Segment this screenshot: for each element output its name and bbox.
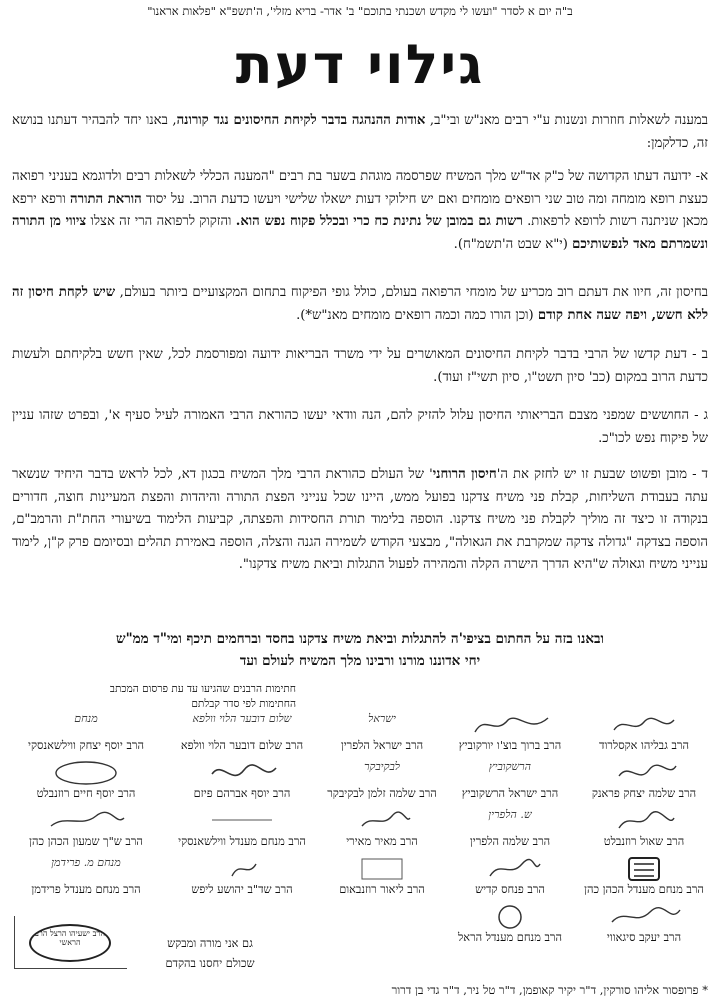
signature-cell <box>322 854 442 902</box>
section-a-bold-3: ציווי מן התורה ונשמרתם מאד לנפשותיכם <box>12 214 708 252</box>
rabbi-stamp <box>578 856 710 882</box>
signer-name: הרב ש"ך שמעון הכהן כהן <box>29 835 143 848</box>
handwritten-signature <box>162 856 322 882</box>
signature-cell <box>442 806 578 854</box>
section-a-text-3: והזקוק לרפואה הרי זה אצלו <box>86 214 236 230</box>
handwritten-signature: הרשקוביץ <box>488 760 532 773</box>
handwritten-signature <box>578 904 710 930</box>
handwritten-signature <box>162 808 322 834</box>
section-a-text-1: א- ידועה דעתו הקדושה של כ"ק אד"ש מלך המשיח שפרסמה מוגהת בשער בת רבים "המענה הכללי לשאלות רבים ולדוגמא בעניני רפואה כעצת רופא מומחה ומה טוב שני רופאים מומחים ואם יש חילוקי דעות ישאלו שלישי ויעשו כדעת הרוב. על יסוד <box>12 169 708 207</box>
bottom-signature-box <box>14 916 127 969</box>
handwritten-signature <box>162 760 322 786</box>
signature-cell <box>10 854 162 902</box>
handwritten-signature <box>578 760 710 786</box>
section-a-bold-2: רשות גם במובן של נתינת כח כרי ובכלל פקוח נפש הוא. <box>235 214 523 230</box>
signer-name: הרב שאול רוזנבלט <box>603 835 685 848</box>
signature-cell <box>10 806 162 854</box>
closing-line-2: יחי אדוננו מורנו ורבינו מלך המשיח לעולם ועד <box>239 653 481 669</box>
section-a-paragraph <box>12 166 708 256</box>
handwritten-signature <box>10 760 162 786</box>
signer-name: הרב ברוך בוצ'ו יורקוביץ <box>458 739 562 752</box>
document-title: גילוי דעת <box>235 33 485 96</box>
signer-name: הרב יוסף חיים רוזנבלט <box>36 787 136 800</box>
signer-name: הרב מנחם מענדל הכהן כהן <box>584 883 704 896</box>
section-b-paragraph: ב - דעת קדשו של הרבי בדבר לקיחת החיסונים המאושרים על ידי משרד הבריאות ידועה ומפורסמת לכל, שאין חשש בלקיחתם ולעשות כדעת הרוב במקום (כב' סיון תשט"ו, סיון תשי"ז ועוד). <box>12 347 708 385</box>
signature-cell <box>322 710 442 758</box>
section-g-paragraph: ג - החוששים שמפני מצבם הבריאותי החיסון עלול להזיק להם, הנה וודאי יעשו כהוראת הרבי האמורה לעיל סעיף א', ובפרט שזהו עניין של פיקוח נפש לכו"כ. <box>12 408 708 446</box>
section-d-paragraph <box>12 464 708 577</box>
signer-name: הרב שלום דובער הלוי וולפא <box>180 739 304 752</box>
section-d-text-2: ' של העולם כהוראת הרבי מלך המשיח בכגון דא, לכל לראש בדבר היחיד שנשאר עתה בעבודת השליחות, קבלת פני משיח צדקנו בפועל ממש, היינו שכל ענייני הפצת התורה והיהדות והפצת המעיינות חוצה, חדורים בנקודה זו כיצד זה מוליך לקבלת פני משיח צדקנו. הוספה בלימוד תורת החסידות והפצתה, קביעות הלימוד בשיעורי החת"ת והרמב"ם, הוספה בצדקה "גדולה צדקה שמקרבת את הגאולה", מבצעי הקודש לשמירה הגנה והצלה, הוספה באמירת תהלים ובסיומם פרק ק"ן, לימוד ענייני משיח וגאולה ש"היא הדרך הישרה הקלה והמהירה לפעול התגלות וביאת משיח צדקנו". <box>12 467 708 573</box>
signature-cell <box>162 710 322 758</box>
handwritten-signature: ישראל <box>368 712 396 725</box>
request-note-line-2: שכולם יחסנו בהקדם <box>165 957 255 970</box>
signature-cell <box>578 902 710 950</box>
signatures-header-line-1: חתימות הרבנים שהגיעו עד עת פרסום המכתב <box>109 683 296 695</box>
opinion-bold: שיש לקחת חיסון זה ללא חשש, ויפה שעה אחת קודם <box>12 285 708 323</box>
handwritten-signature <box>578 712 710 738</box>
signature-cell <box>578 758 710 806</box>
signer-name: הרב יעקב סיגאווי <box>606 931 682 944</box>
signature-cell <box>10 710 162 758</box>
signer-name: הרב ישראל הלפרין <box>340 739 424 752</box>
rabbi-stamp <box>322 856 442 882</box>
signer-name: הרב ישראל הרשקוביץ <box>461 787 559 800</box>
handwritten-signature <box>442 712 578 738</box>
request-note-line-1: גם אני מורה ומבקש <box>167 937 253 950</box>
closing-blessing <box>10 628 710 672</box>
opinion-text-1: בחיסון זה, חיוו את דעתם רוב מכריע של מומחי הרפואה בעולם, כולל גופי הפיקוח בתחום המקצועיים ביותר בעולם, <box>115 285 708 300</box>
signer-name: הרב גבליהו אקסלרוד <box>599 739 689 752</box>
signer-name: הרב יוסף יצחק ווילשאנסקי <box>28 739 144 752</box>
vaccine-opinion-paragraph <box>12 282 708 327</box>
section-a-bold-1: הוראת התורה <box>70 191 142 207</box>
signatures-header <box>16 682 296 712</box>
handwritten-signature: מנחם מ. פרידמן <box>51 856 121 869</box>
signer-name: הרב שלמה זלמן לבקיבקר <box>327 787 437 800</box>
handwritten-signature: שלום דובער הלוי וולפא <box>192 712 292 725</box>
handwritten-signature <box>578 808 710 834</box>
request-note <box>130 934 290 974</box>
signer-name: הרב מנחם מענדל ווילשאנסקי <box>178 835 306 848</box>
signer-name: הרב פנחס קדיש <box>475 883 545 896</box>
handwritten-signature: מנחם <box>74 712 98 725</box>
signer-name: הרב שלמה הלפרין <box>469 835 551 848</box>
signature-cell <box>578 854 710 902</box>
signer-name: הרב מאיר מאירי <box>346 835 418 848</box>
intro-paragraph <box>12 110 708 155</box>
rabbi-stamp: הרב ישעיהו הרצל הרב הראשי <box>29 924 111 962</box>
rabbi-stamp <box>442 904 578 930</box>
handwritten-signature <box>322 808 442 834</box>
closing-line-1: ובאנו בזה על החתום בציפי'ה להתגלות וביאת משיח צדקנו בחסד וברחמים תיכף ומי"ד ממ"ש <box>116 631 604 647</box>
signature-cell <box>322 806 442 854</box>
signature-cell <box>578 806 710 854</box>
signer-name: הרב שד"ב יהושע ליפש <box>191 883 293 896</box>
signature-cell <box>442 758 578 806</box>
handwritten-signature: לבקיבקר <box>364 760 400 773</box>
signature-row <box>10 710 710 758</box>
intro-text-1: במענה לשאלות חוזרות ונשנות ע"י רבים מאנ"ש ובי"ב, <box>425 113 708 128</box>
signature-cell <box>322 758 442 806</box>
signature-cell <box>442 710 578 758</box>
signature-cell <box>578 710 710 758</box>
section-d-text-1: ד - מובן ופשוט שבעת זו יש לחזק את ה' <box>496 467 708 482</box>
signature-cell <box>442 854 578 902</box>
handwritten-signature: ש. הלפרין <box>488 808 532 821</box>
signer-name: הרב שלמה יצחק פראנק <box>591 787 697 800</box>
signature-row <box>10 854 710 902</box>
doctors-footnote: * פרופסור אליהו סורקין, ד"ר יקיר קאופמן, ד"ר טל ניר, ד"ר גדי בן דרור <box>391 983 708 997</box>
header-date-line: ב"ה יום א לסדר "ועשו לי מקדש ושכנתי בתוכם" ב' אדר- בריא מזלי', ה'תשפ"א "פלאות אראנו" <box>147 4 573 18</box>
signature-row <box>10 806 710 854</box>
signatures-header-line-2: החתימות לפי סדר קבלתם <box>191 698 296 710</box>
intro-text-2: , באנו יחד להבהיר דעתנו בנושא זה, כדלקמן: <box>12 113 708 151</box>
signature-row <box>10 758 710 806</box>
signer-name: הרב ליאור רוזנבאום <box>339 883 425 896</box>
section-a-text-2: ורפא ירפא מכאן שניתנה רשות לרופא לרפאות. <box>12 191 709 230</box>
section-d-bold: חיסון הרוחני <box>432 467 497 482</box>
signature-cell <box>162 806 322 854</box>
handwritten-signature <box>442 856 578 882</box>
signature-cell <box>442 902 578 950</box>
signature-cell <box>10 758 162 806</box>
signer-name: הרב יוסף אברהם פיזם <box>193 787 291 800</box>
signature-cell <box>162 854 322 902</box>
signature-cell <box>162 758 322 806</box>
signer-name: הרב מנחם מענדל פרידמן <box>31 883 141 896</box>
section-a-text-4: (י"א שבט ה'תשמ"ח). <box>453 236 573 252</box>
intro-bold: אודות ההנהגה בדבר לקיחת החיסונים נגד קורונה <box>176 113 426 128</box>
signer-name: הרב מנחם מענדל הראל <box>458 931 562 944</box>
opinion-text-2: (וכן הורו כמה וכמה רופאים מומחים מאנ"ש*). <box>296 307 538 323</box>
handwritten-signature <box>10 808 162 834</box>
